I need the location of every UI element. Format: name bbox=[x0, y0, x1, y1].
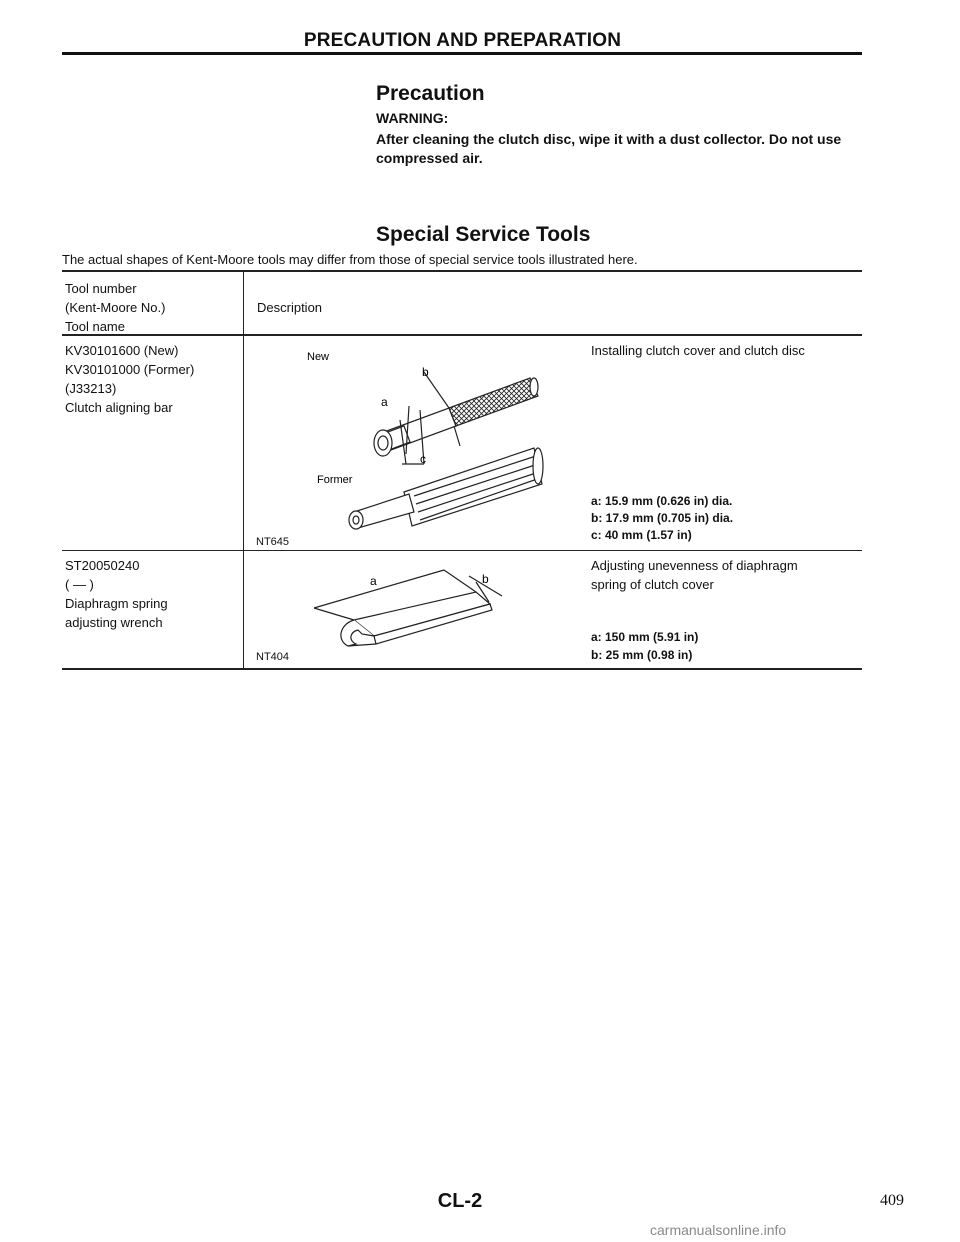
tool-usage bbox=[591, 556, 798, 594]
tool-name-line-2: adjusting wrench bbox=[65, 615, 163, 630]
tool-usage-line-2: spring of clutch cover bbox=[591, 577, 714, 592]
figure-label-b: b bbox=[422, 365, 429, 379]
table-top-rule bbox=[62, 270, 862, 272]
figure-code: NT404 bbox=[256, 651, 290, 663]
figure-label-c: c bbox=[420, 452, 426, 466]
diaphragm-wrench-illustration bbox=[244, 552, 574, 668]
clutch-aligning-bar-illustration bbox=[244, 336, 574, 550]
kent-moore-number: (J33213) bbox=[65, 381, 117, 396]
header-tool-number: Tool number bbox=[65, 281, 137, 296]
figure-label-a: a bbox=[381, 395, 388, 409]
tool-dimensions bbox=[591, 493, 733, 544]
warning-text: After cleaning the clutch disc, wipe it with a dust collector. Do not use compressed air. bbox=[376, 131, 842, 166]
tool-usage: Installing clutch cover and clutch disc bbox=[591, 343, 805, 358]
figure-label-b: b bbox=[482, 572, 489, 586]
dimension-a: a: 150 mm (5.91 in) bbox=[591, 630, 699, 644]
special-service-tools-heading: Special Service Tools bbox=[376, 223, 591, 246]
kent-moore-number: ( — ) bbox=[65, 577, 94, 592]
tool-dimensions bbox=[591, 628, 698, 664]
figure-label-a: a bbox=[370, 574, 377, 588]
tool-name-line-1: Diaphragm spring bbox=[65, 596, 168, 611]
dimension-b: b: 17.9 mm (0.705 in) dia. bbox=[591, 511, 734, 525]
table-bottom-rule bbox=[62, 668, 862, 670]
dimension-a: a: 15.9 mm (0.626 in) dia. bbox=[591, 494, 733, 508]
figure-code: NT645 bbox=[256, 536, 290, 548]
page-header-title: PRECAUTION AND PREPARATION bbox=[303, 30, 622, 51]
tool-number: ST20050240 bbox=[65, 558, 140, 573]
header-tool-name: Tool name bbox=[65, 319, 125, 334]
figure-label-new: New bbox=[307, 351, 330, 363]
watermark: carmanualsonline.info bbox=[650, 1222, 787, 1238]
warning-label: WARNING: bbox=[376, 110, 449, 126]
precaution-heading: Precaution bbox=[376, 82, 485, 105]
table-header-description: Description bbox=[257, 300, 323, 315]
header-rule bbox=[62, 52, 862, 55]
tool-number-former: KV30101000 (Former) bbox=[65, 362, 195, 377]
table-row bbox=[65, 341, 194, 417]
page-number: 409 bbox=[880, 1192, 904, 1209]
page-code: CL-2 bbox=[437, 1190, 483, 1212]
tool-usage-line-1: Adjusting unevenness of diaphragm bbox=[591, 558, 798, 573]
tools-note: The actual shapes of Kent-Moore tools may differ from those of special service tools illustrated here. bbox=[62, 252, 638, 267]
table-row bbox=[65, 556, 168, 632]
tool-name: Clutch aligning bar bbox=[65, 400, 173, 415]
header-kent-moore-no: (Kent-Moore No.) bbox=[65, 300, 166, 315]
dimension-c: c: 40 mm (1.57 in) bbox=[591, 528, 692, 542]
table-row-divider bbox=[62, 550, 862, 551]
tool-number-new: KV30101600 (New) bbox=[65, 343, 179, 358]
dimension-b: b: 25 mm (0.98 in) bbox=[591, 648, 693, 662]
table-header-tool bbox=[65, 279, 165, 336]
figure-label-former: Former bbox=[317, 474, 353, 486]
